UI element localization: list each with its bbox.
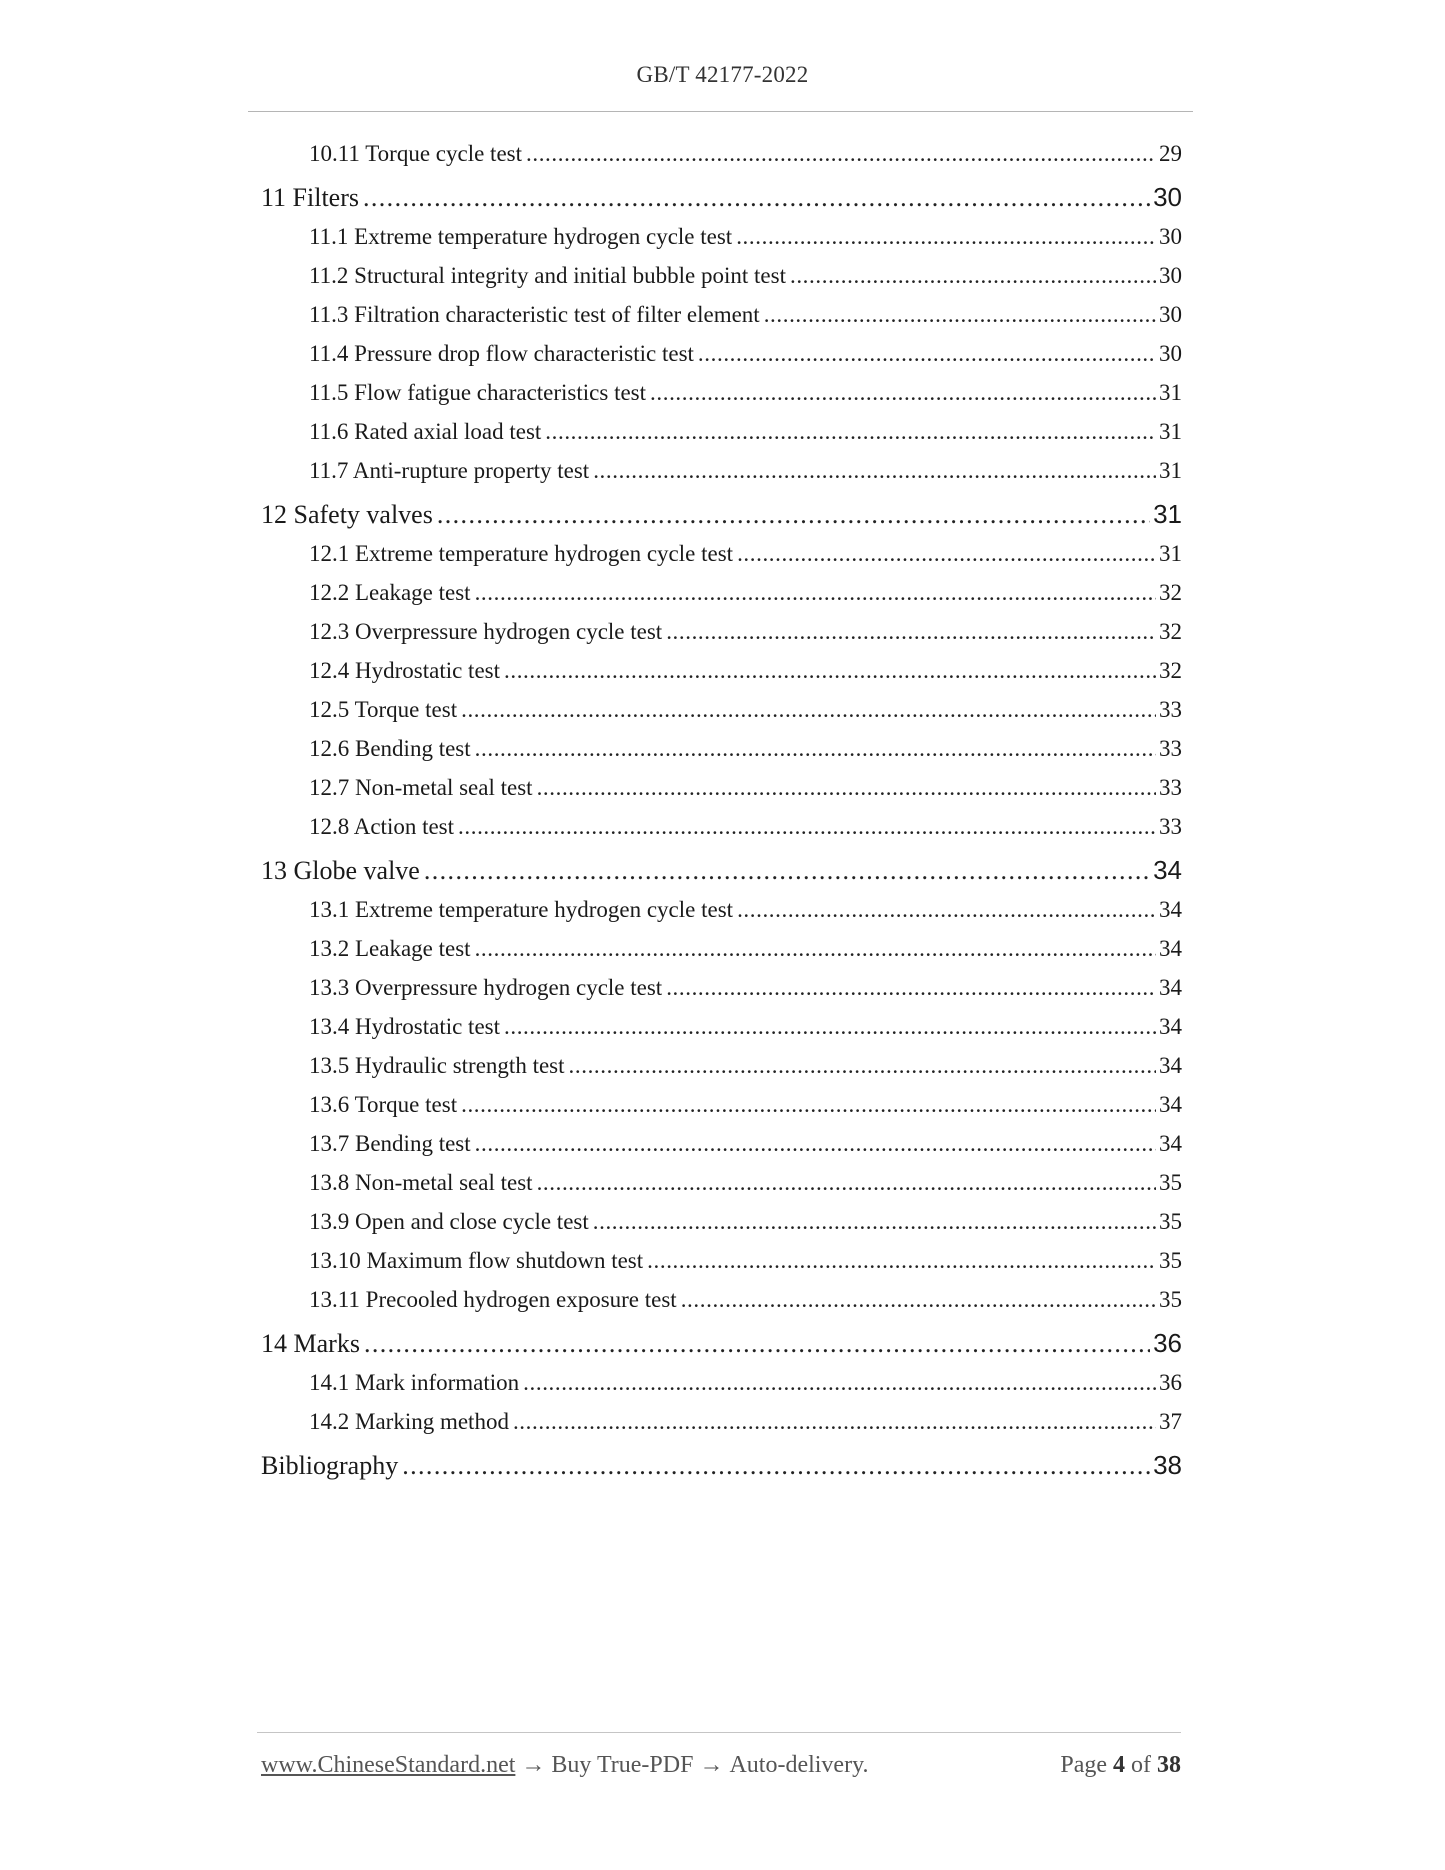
toc-section-entry[interactable] <box>309 1409 1182 1448</box>
toc-entry-page-number: 30 <box>1159 263 1182 288</box>
toc-entry-page-number: 32 <box>1159 658 1182 683</box>
toc-entry-title: 14.2 Marking method <box>309 1409 509 1434</box>
toc-section-entry[interactable] <box>309 541 1182 580</box>
toc-entry-page-number: 33 <box>1159 814 1182 839</box>
toc-section-entry[interactable] <box>309 1248 1182 1287</box>
toc-chapter-entry[interactable] <box>261 182 1182 223</box>
toc-entry-title: 13.8 Non-metal seal test <box>309 1170 533 1195</box>
toc-entry-page-number: 34 <box>1159 1092 1182 1117</box>
toc-dot-leader <box>475 936 1156 962</box>
toc-entry-title: Bibliography <box>261 1451 399 1480</box>
page-of-label: of <box>1131 1752 1151 1778</box>
buy-pdf-text: Buy True-PDF <box>551 1752 694 1778</box>
toc-section-entry[interactable] <box>309 619 1182 658</box>
toc-entry-title: 11.4 Pressure drop flow characteristic test <box>309 341 694 366</box>
toc-dot-leader <box>424 856 1150 886</box>
toc-entry-title: 12 Safety valves <box>261 500 433 529</box>
website-link[interactable]: www.ChineseStandard.net <box>261 1752 516 1778</box>
toc-section-entry[interactable] <box>309 141 1182 180</box>
toc-entry-title: 11.6 Rated axial load test <box>309 419 542 444</box>
toc-entry-title: 14 Marks <box>261 1329 360 1358</box>
toc-entry-title: 12.1 Extreme temperature hydrogen cycle test <box>309 541 734 566</box>
toc-section-entry[interactable] <box>309 775 1182 814</box>
toc-entry-page-number: 34 <box>1153 855 1182 885</box>
toc-dot-leader <box>523 1370 1156 1396</box>
toc-dot-leader <box>569 1053 1156 1079</box>
toc-dot-leader <box>526 141 1156 167</box>
toc-entry-title: 11.2 Structural integrity and initial bubble point test <box>309 263 786 288</box>
toc-dot-leader <box>475 736 1156 762</box>
toc-dot-leader <box>437 500 1150 530</box>
toc-section-entry[interactable] <box>309 1053 1182 1092</box>
toc-dot-leader <box>666 619 1156 645</box>
toc-section-entry[interactable] <box>309 897 1182 936</box>
toc-entry-title: 13.6 Torque test <box>309 1092 458 1117</box>
toc-entry-title: 13.7 Bending test <box>309 1131 471 1156</box>
toc-entry-page-number: 31 <box>1159 380 1182 405</box>
toc-entry-title: 13.10 Maximum flow shutdown test <box>309 1248 644 1273</box>
header-divider <box>248 111 1193 112</box>
toc-dot-leader <box>504 1014 1156 1040</box>
page-header-standard-code: GB/T 42177-2022 <box>636 62 809 87</box>
toc-dot-leader <box>537 1170 1156 1196</box>
toc-entry-page-number: 29 <box>1159 141 1182 166</box>
toc-entry-page-number: 37 <box>1159 1409 1182 1434</box>
toc-dot-leader <box>475 1131 1156 1157</box>
toc-entry-title: 12.2 Leakage test <box>309 580 471 605</box>
toc-dot-leader <box>475 580 1156 606</box>
arrow-right-icon: → <box>521 1752 546 1778</box>
footer-divider <box>257 1732 1181 1733</box>
toc-section-entry[interactable] <box>309 1092 1182 1131</box>
toc-entry-page-number: 31 <box>1159 541 1182 566</box>
toc-section-entry[interactable] <box>309 1170 1182 1209</box>
toc-dot-leader <box>458 814 1156 840</box>
page-label: Page <box>1060 1752 1107 1778</box>
toc-chapter-entry[interactable] <box>261 1328 1182 1369</box>
toc-entry-title: 12.7 Non-metal seal test <box>309 775 533 800</box>
toc-entry-title: 12.5 Torque test <box>309 697 458 722</box>
toc-dot-leader <box>593 1209 1156 1235</box>
toc-section-entry[interactable] <box>309 1287 1182 1326</box>
toc-entry-title: 13.1 Extreme temperature hydrogen cycle test <box>309 897 734 922</box>
toc-section-entry[interactable] <box>309 380 1182 419</box>
toc-dot-leader <box>513 1409 1156 1435</box>
toc-dot-leader <box>647 1248 1156 1274</box>
toc-dot-leader <box>790 263 1156 289</box>
toc-section-entry[interactable] <box>309 341 1182 380</box>
toc-entry-title: 12.8 Action test <box>309 814 455 839</box>
toc-section-entry[interactable] <box>309 1209 1182 1248</box>
toc-entry-title: 13.3 Overpressure hydrogen cycle test <box>309 975 663 1000</box>
toc-entry-page-number: 36 <box>1153 1328 1182 1358</box>
toc-section-entry[interactable] <box>309 814 1182 853</box>
toc-entry-title: 11 Filters <box>261 183 359 212</box>
toc-dot-leader <box>736 224 1156 250</box>
toc-entry-page-number: 34 <box>1159 1131 1182 1156</box>
toc-dot-leader <box>364 1329 1150 1359</box>
toc-entry-title: 11.5 Flow fatigue characteristics test <box>309 380 647 405</box>
toc-section-entry[interactable] <box>309 302 1182 341</box>
toc-chapter-entry[interactable] <box>261 1450 1182 1491</box>
page-total: 38 <box>1157 1752 1181 1778</box>
toc-entry-title: 13.5 Hydraulic strength test <box>309 1053 565 1078</box>
toc-entry-page-number: 30 <box>1159 302 1182 327</box>
toc-entry-page-number: 38 <box>1153 1450 1182 1480</box>
toc-entry-title: 12.6 Bending test <box>309 736 471 761</box>
toc-entry-page-number: 34 <box>1159 1014 1182 1039</box>
toc-chapter-entry[interactable] <box>261 855 1182 896</box>
toc-entry-page-number: 34 <box>1159 897 1182 922</box>
toc-entry-page-number: 30 <box>1159 341 1182 366</box>
toc-section-entry[interactable] <box>309 419 1182 458</box>
toc-entry-page-number: 35 <box>1159 1209 1182 1234</box>
arrow-right-icon: → <box>699 1752 724 1778</box>
toc-dot-leader <box>681 1287 1156 1313</box>
toc-entry-page-number: 32 <box>1159 619 1182 644</box>
toc-chapter-entry[interactable] <box>261 499 1182 540</box>
toc-entry-page-number: 34 <box>1159 975 1182 1000</box>
toc-section-entry[interactable] <box>309 224 1182 263</box>
toc-section-entry[interactable] <box>309 697 1182 736</box>
toc-dot-leader <box>666 975 1156 1001</box>
page-number <box>1060 1752 1181 1779</box>
toc-entry-title: 10.11 Torque cycle test <box>309 141 522 166</box>
toc-entry-title: 12.4 Hydrostatic test <box>309 658 500 683</box>
toc-entry-page-number: 30 <box>1159 224 1182 249</box>
toc-dot-leader <box>461 697 1156 723</box>
footer-promo <box>261 1752 869 1779</box>
toc-dot-leader <box>650 380 1156 406</box>
toc-entry-page-number: 32 <box>1159 580 1182 605</box>
table-of-contents <box>0 141 1445 1492</box>
toc-entry-title: 14.1 Mark information <box>309 1370 520 1395</box>
toc-entry-page-number: 36 <box>1159 1370 1182 1395</box>
page-footer <box>261 1752 1181 1779</box>
toc-dot-leader <box>593 458 1156 484</box>
toc-section-entry[interactable] <box>309 1131 1182 1170</box>
toc-entry-page-number: 35 <box>1159 1287 1182 1312</box>
toc-dot-leader <box>545 419 1156 445</box>
toc-entry-title: 12.3 Overpressure hydrogen cycle test <box>309 619 663 644</box>
toc-entry-title: 13 Globe valve <box>261 856 420 885</box>
toc-dot-leader <box>737 897 1156 923</box>
toc-entry-title: 13.4 Hydrostatic test <box>309 1014 500 1039</box>
toc-section-entry[interactable] <box>309 1370 1182 1409</box>
toc-section-entry[interactable] <box>309 1014 1182 1053</box>
toc-section-entry[interactable] <box>309 975 1182 1014</box>
toc-dot-leader <box>504 658 1156 684</box>
toc-dot-leader <box>698 341 1156 367</box>
toc-entry-title: 11.7 Anti-rupture property test <box>309 458 590 483</box>
toc-dot-leader <box>737 541 1156 567</box>
toc-section-entry[interactable] <box>309 736 1182 775</box>
toc-entry-page-number: 31 <box>1159 458 1182 483</box>
toc-dot-leader <box>764 302 1156 328</box>
toc-entry-title: 13.2 Leakage test <box>309 936 471 961</box>
toc-entry-page-number: 31 <box>1159 419 1182 444</box>
toc-entry-page-number: 33 <box>1159 775 1182 800</box>
toc-section-entry[interactable] <box>309 936 1182 975</box>
toc-dot-leader <box>537 775 1156 801</box>
toc-dot-leader <box>402 1451 1150 1481</box>
toc-entry-title: 13.9 Open and close cycle test <box>309 1209 589 1234</box>
toc-section-entry[interactable] <box>309 458 1182 497</box>
toc-entry-page-number: 35 <box>1159 1248 1182 1273</box>
toc-entry-page-number: 30 <box>1153 182 1182 212</box>
auto-delivery-text: Auto-delivery. <box>729 1752 869 1778</box>
page-current: 4 <box>1113 1752 1125 1778</box>
toc-entry-page-number: 33 <box>1159 697 1182 722</box>
toc-entry-page-number: 35 <box>1159 1170 1182 1195</box>
toc-dot-leader <box>461 1092 1156 1118</box>
toc-entry-title: 11.1 Extreme temperature hydrogen cycle test <box>309 224 733 249</box>
toc-section-entry[interactable] <box>309 580 1182 619</box>
toc-entry-title: 13.11 Precooled hydrogen exposure test <box>309 1287 677 1312</box>
toc-entry-page-number: 34 <box>1159 1053 1182 1078</box>
toc-dot-leader <box>363 183 1150 213</box>
toc-entry-page-number: 31 <box>1153 499 1182 529</box>
toc-entry-page-number: 34 <box>1159 936 1182 961</box>
toc-section-entry[interactable] <box>309 263 1182 302</box>
toc-entry-title: 11.3 Filtration characteristic test of filter element <box>309 302 760 327</box>
toc-entry-page-number: 33 <box>1159 736 1182 761</box>
toc-section-entry[interactable] <box>309 658 1182 697</box>
